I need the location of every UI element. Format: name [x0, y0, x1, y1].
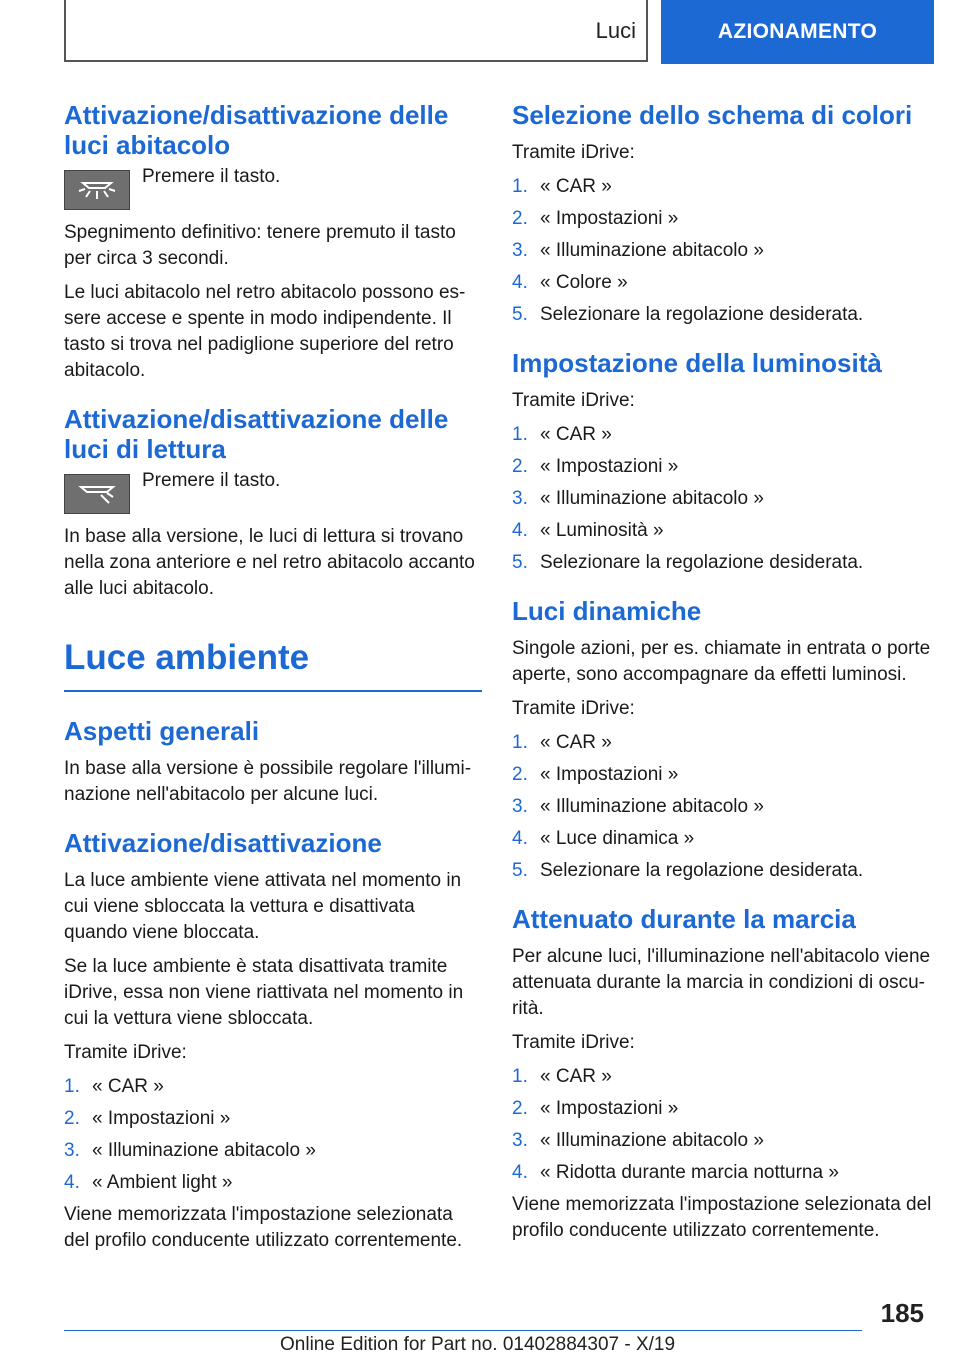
paragraph: La luce ambiente viene attivata nel momento in cui viene sbloccata la vettura e disattivata quando viene bloccata. [64, 870, 462, 943]
page-header [64, 0, 934, 64]
list-item: 4. « Luce dinamica » [512, 828, 695, 849]
heading-brightness: Impostazione della luminosità [512, 348, 882, 378]
heading-dynamic-lights: Luci dinamiche [512, 596, 702, 626]
list-item: 2. « Impostazioni » [512, 456, 679, 477]
heading-dimmed-driving: Attenuato durante la marcia [512, 904, 856, 934]
list-item: 2. « Impostazioni » [512, 208, 679, 229]
paragraph: Tramite iDrive: [512, 390, 635, 411]
paragraph: In base alla versione, le luci di lettura si trovano nella zona anteriore e nel retro abitacolo accanto alle luci abitacolo. [64, 526, 475, 599]
list-item: 2. « Impostazioni » [512, 764, 679, 785]
paragraph: Le luci abitacolo nel retro abitacolo possono essere accese e spente in modo indipendente. Il tasto si trova nel padiglione superiore del retro abitacolo. [64, 282, 466, 381]
instruction-text: Premere il tasto. [142, 166, 281, 187]
main-heading-block [64, 638, 482, 692]
paragraph: Spegnimento definitivo: tenere premuto il tasto per circa 3 secondi. [64, 222, 456, 269]
list-item: 1. « CAR » [512, 732, 612, 753]
paragraph: Tramite iDrive: [512, 142, 635, 163]
right-column [512, 100, 932, 1252]
paragraph: In base alla versione è possibile regolare l'illuminazione nell'abitacolo per alcune luci. [64, 758, 472, 805]
paragraph: Tramite iDrive: [64, 1042, 187, 1063]
header-box [64, 0, 648, 62]
list-item: 1. « CAR » [512, 424, 612, 445]
footer-divider [64, 1330, 862, 1331]
steps-list [64, 1074, 482, 1196]
list-item: 5. Selezionare la regolazione desiderata. [512, 552, 864, 573]
list-item: 4. « Colore » [512, 272, 628, 293]
list-item: 3. « Illuminazione abitacolo » [512, 488, 764, 509]
paragraph: Singole azioni, per es. chiamate in entrata o porte aperte, sono accompagnare da effetti luminosi. [512, 638, 931, 685]
list-item: 4. « Luminosità » [512, 520, 664, 541]
steps-list [512, 174, 932, 328]
paragraph: Tramite iDrive: [512, 1032, 635, 1053]
list-item: 3. « Illuminazione abitacolo » [64, 1140, 316, 1161]
paragraph: Per alcune luci, l'illuminazione nell'abitacolo viene attenuata durante la marcia in condizioni di oscurità. [512, 946, 931, 1019]
heading-general-aspects: Aspetti generali [64, 716, 260, 746]
list-item: 1. « CAR » [512, 1066, 612, 1087]
list-item: 3. « Illuminazione abitacolo » [512, 796, 764, 817]
heading-interior-lights: Attivazione/disattivazione delle luci abitacolo [64, 100, 449, 160]
chapter-tab[interactable]: AZIONAMENTO [661, 0, 934, 64]
page-number: 185 [880, 1298, 924, 1328]
list-item: 5. Selezionare la regolazione desiderata. [512, 304, 864, 325]
interior-light-icon [64, 170, 130, 210]
list-item: 2. « Impostazioni » [64, 1108, 231, 1129]
heading-reading-lights: Attivazione/disattivazione delle luci di lettura [64, 404, 449, 464]
list-item: 3. « Illuminazione abitacolo » [512, 240, 764, 261]
heading-ambient-light: Luce ambiente [64, 638, 310, 677]
list-item: 4. « Ambient light » [64, 1172, 233, 1193]
list-item: 4. « Ridotta durante marcia notturna » [512, 1162, 839, 1183]
steps-list [512, 422, 932, 576]
list-item: 1. « CAR » [64, 1076, 164, 1097]
list-item: 2. « Impostazioni » [512, 1098, 679, 1119]
list-item: 5. Selezionare la regolazione desiderata. [512, 860, 864, 881]
list-item: 1. « CAR » [512, 176, 612, 197]
instruction-text: Premere il tasto. [142, 470, 281, 491]
paragraph: Se la luce ambiente è stata disattivata tramite iDrive, essa non viene riattivata nel momento in cui la vettura viene sbloccata. [64, 956, 464, 1029]
footer-edition-text: Online Edition for Part no. 01402884307 - X/19 [280, 1334, 676, 1355]
paragraph: Viene memorizzata l'impostazione selezionata del profilo conducente utilizzato correntemente. [512, 1194, 932, 1241]
paragraph: Tramite iDrive: [512, 698, 635, 719]
heading-color-scheme: Selezione dello schema di colori [512, 100, 913, 130]
reading-light-button-row [64, 470, 482, 514]
list-item: 3. « Illuminazione abitacolo » [512, 1130, 764, 1151]
heading-activation: Attivazione/disattivazione [64, 828, 382, 858]
section-title: Luci [595, 18, 636, 43]
reading-light-icon [64, 474, 130, 514]
steps-list [512, 730, 932, 884]
interior-light-button-row [64, 166, 482, 210]
paragraph: Viene memorizzata l'impostazione selezionata del profilo conducente utilizzato correntemente. [64, 1204, 463, 1251]
left-column [64, 100, 482, 1262]
steps-list [512, 1064, 932, 1186]
